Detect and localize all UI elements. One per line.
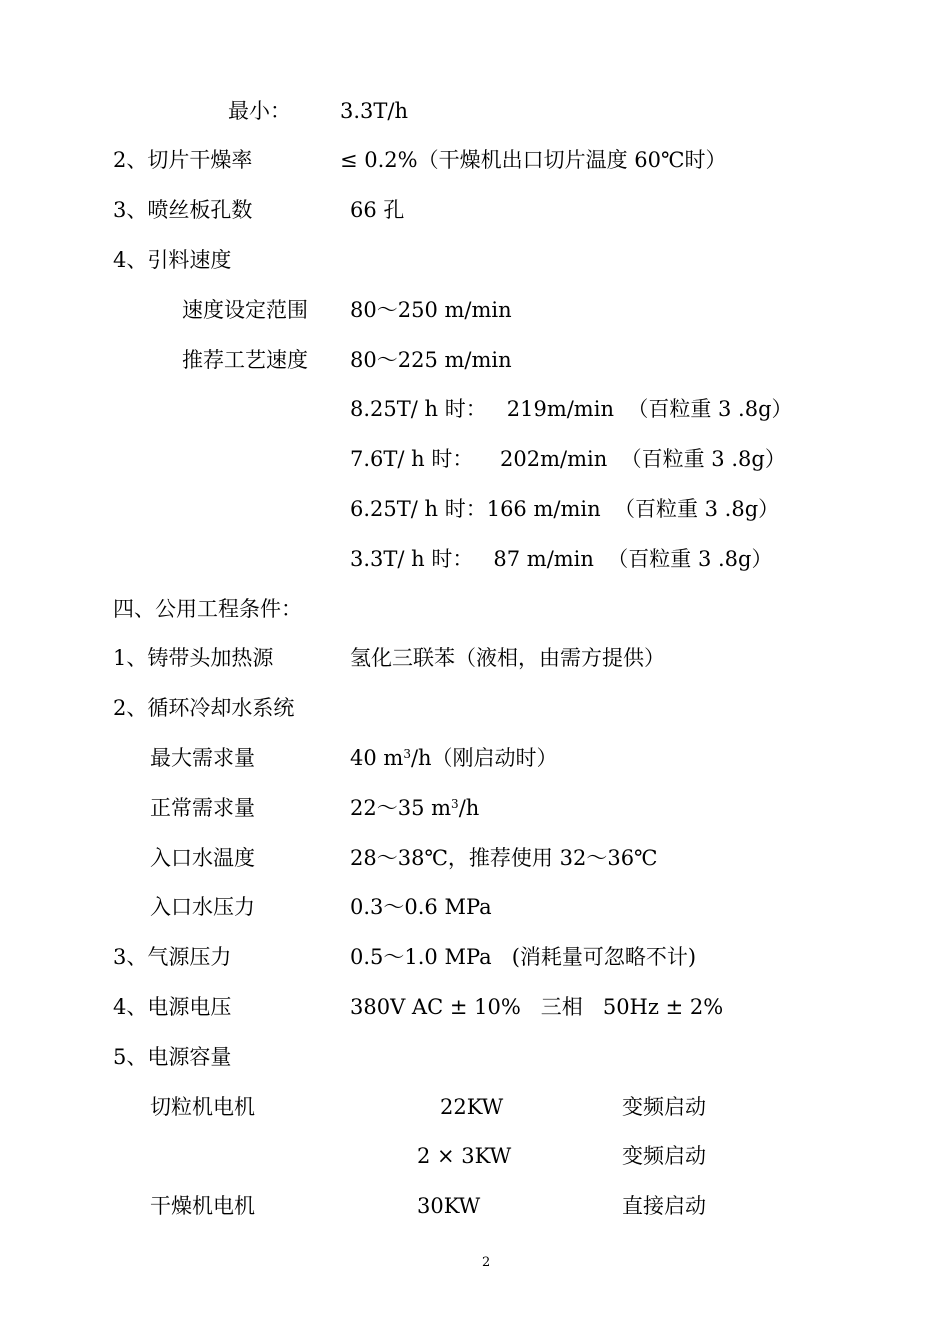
row-dryer-motor-label: 干燥机电机 <box>150 1194 255 1218</box>
row-speed-7-6: 7.6T/ h 时： 202m/min （百粒重 3 .8g） <box>350 447 786 471</box>
row-normal-demand-label: 正常需求量 <box>150 796 255 820</box>
row-recommended-speed-value: 80～225 m/min <box>350 348 512 372</box>
section-cooling-water: 2、循环冷却水系统 <box>113 696 295 720</box>
row-inlet-temp-value: 28～38℃，推荐使用 32～36℃ <box>350 846 658 870</box>
row-min-label: 最小： <box>228 99 291 123</box>
row-dry-rate-value: ≤ 0.2%（干燥机出口切片温度 60℃时） <box>340 148 727 172</box>
row-recommended-speed-label: 推荐工艺速度 <box>182 348 308 372</box>
row-voltage-label: 4、电源电压 <box>113 995 232 1019</box>
section-utilities: 四、公用工程条件： <box>113 597 302 621</box>
row-spinneret-value: 66 孔 <box>350 198 405 222</box>
row-min-value: 3.3T/h <box>340 99 409 123</box>
row-pelletizer-motor-note: 变频启动 <box>622 1095 706 1119</box>
row-dryer-motor-note: 直接启动 <box>622 1194 706 1218</box>
section-power-capacity: 5、电源容量 <box>113 1045 232 1069</box>
row-max-demand-value: 40 $m^3/h$（刚启动时） <box>350 746 558 770</box>
row-heat-source-label: 1、铸带头加热源 <box>113 646 274 670</box>
row-pelletizer-motor-value: 22KW <box>440 1095 504 1119</box>
row-speed-range-value: 80～250 m/min <box>350 298 512 322</box>
row-aux-motor-note: 变频启动 <box>622 1144 706 1168</box>
section-draw-speed: 4、引料速度 <box>113 248 232 272</box>
row-voltage-value: 380V AC ± 10% 三相 50Hz ± 2% <box>350 995 724 1019</box>
row-air-pressure-label: 3、气源压力 <box>113 945 232 969</box>
page-number: 2 <box>482 1255 491 1270</box>
row-dryer-motor-value: 30KW <box>417 1194 481 1218</box>
row-inlet-pressure-label: 入口水压力 <box>150 895 255 919</box>
row-max-demand-label: 最大需求量 <box>150 746 255 770</box>
row-heat-source-value: 氢化三联苯（液相，由需方提供） <box>350 646 665 670</box>
row-speed-3-3: 3.3T/ h 时： 87 m/min （百粒重 3 .8g） <box>350 547 773 571</box>
row-dry-rate-label: 2、切片干燥率 <box>113 148 253 172</box>
row-aux-motor-value: 2 × 3KW <box>417 1144 512 1168</box>
row-air-pressure-value: 0.5～1.0 MPa (消耗量可忽略不计) <box>350 945 697 969</box>
row-inlet-temp-label: 入口水温度 <box>150 846 255 870</box>
row-pelletizer-motor-label: 切粒机电机 <box>150 1095 255 1119</box>
row-speed-range-label: 速度设定范围 <box>182 298 308 322</box>
row-speed-8-25: 8.25T/ h 时： 219m/min （百粒重 3 .8g） <box>350 397 793 421</box>
row-spinneret-label: 3、喷丝板孔数 <box>113 198 253 222</box>
row-speed-6-25: 6.25T/ h 时：166 m/min （百粒重 3 .8g） <box>350 497 780 521</box>
row-normal-demand-value: 22～35 $m^3/h$ <box>350 796 480 820</box>
row-inlet-pressure-value: 0.3～0.6 MPa <box>350 895 492 919</box>
